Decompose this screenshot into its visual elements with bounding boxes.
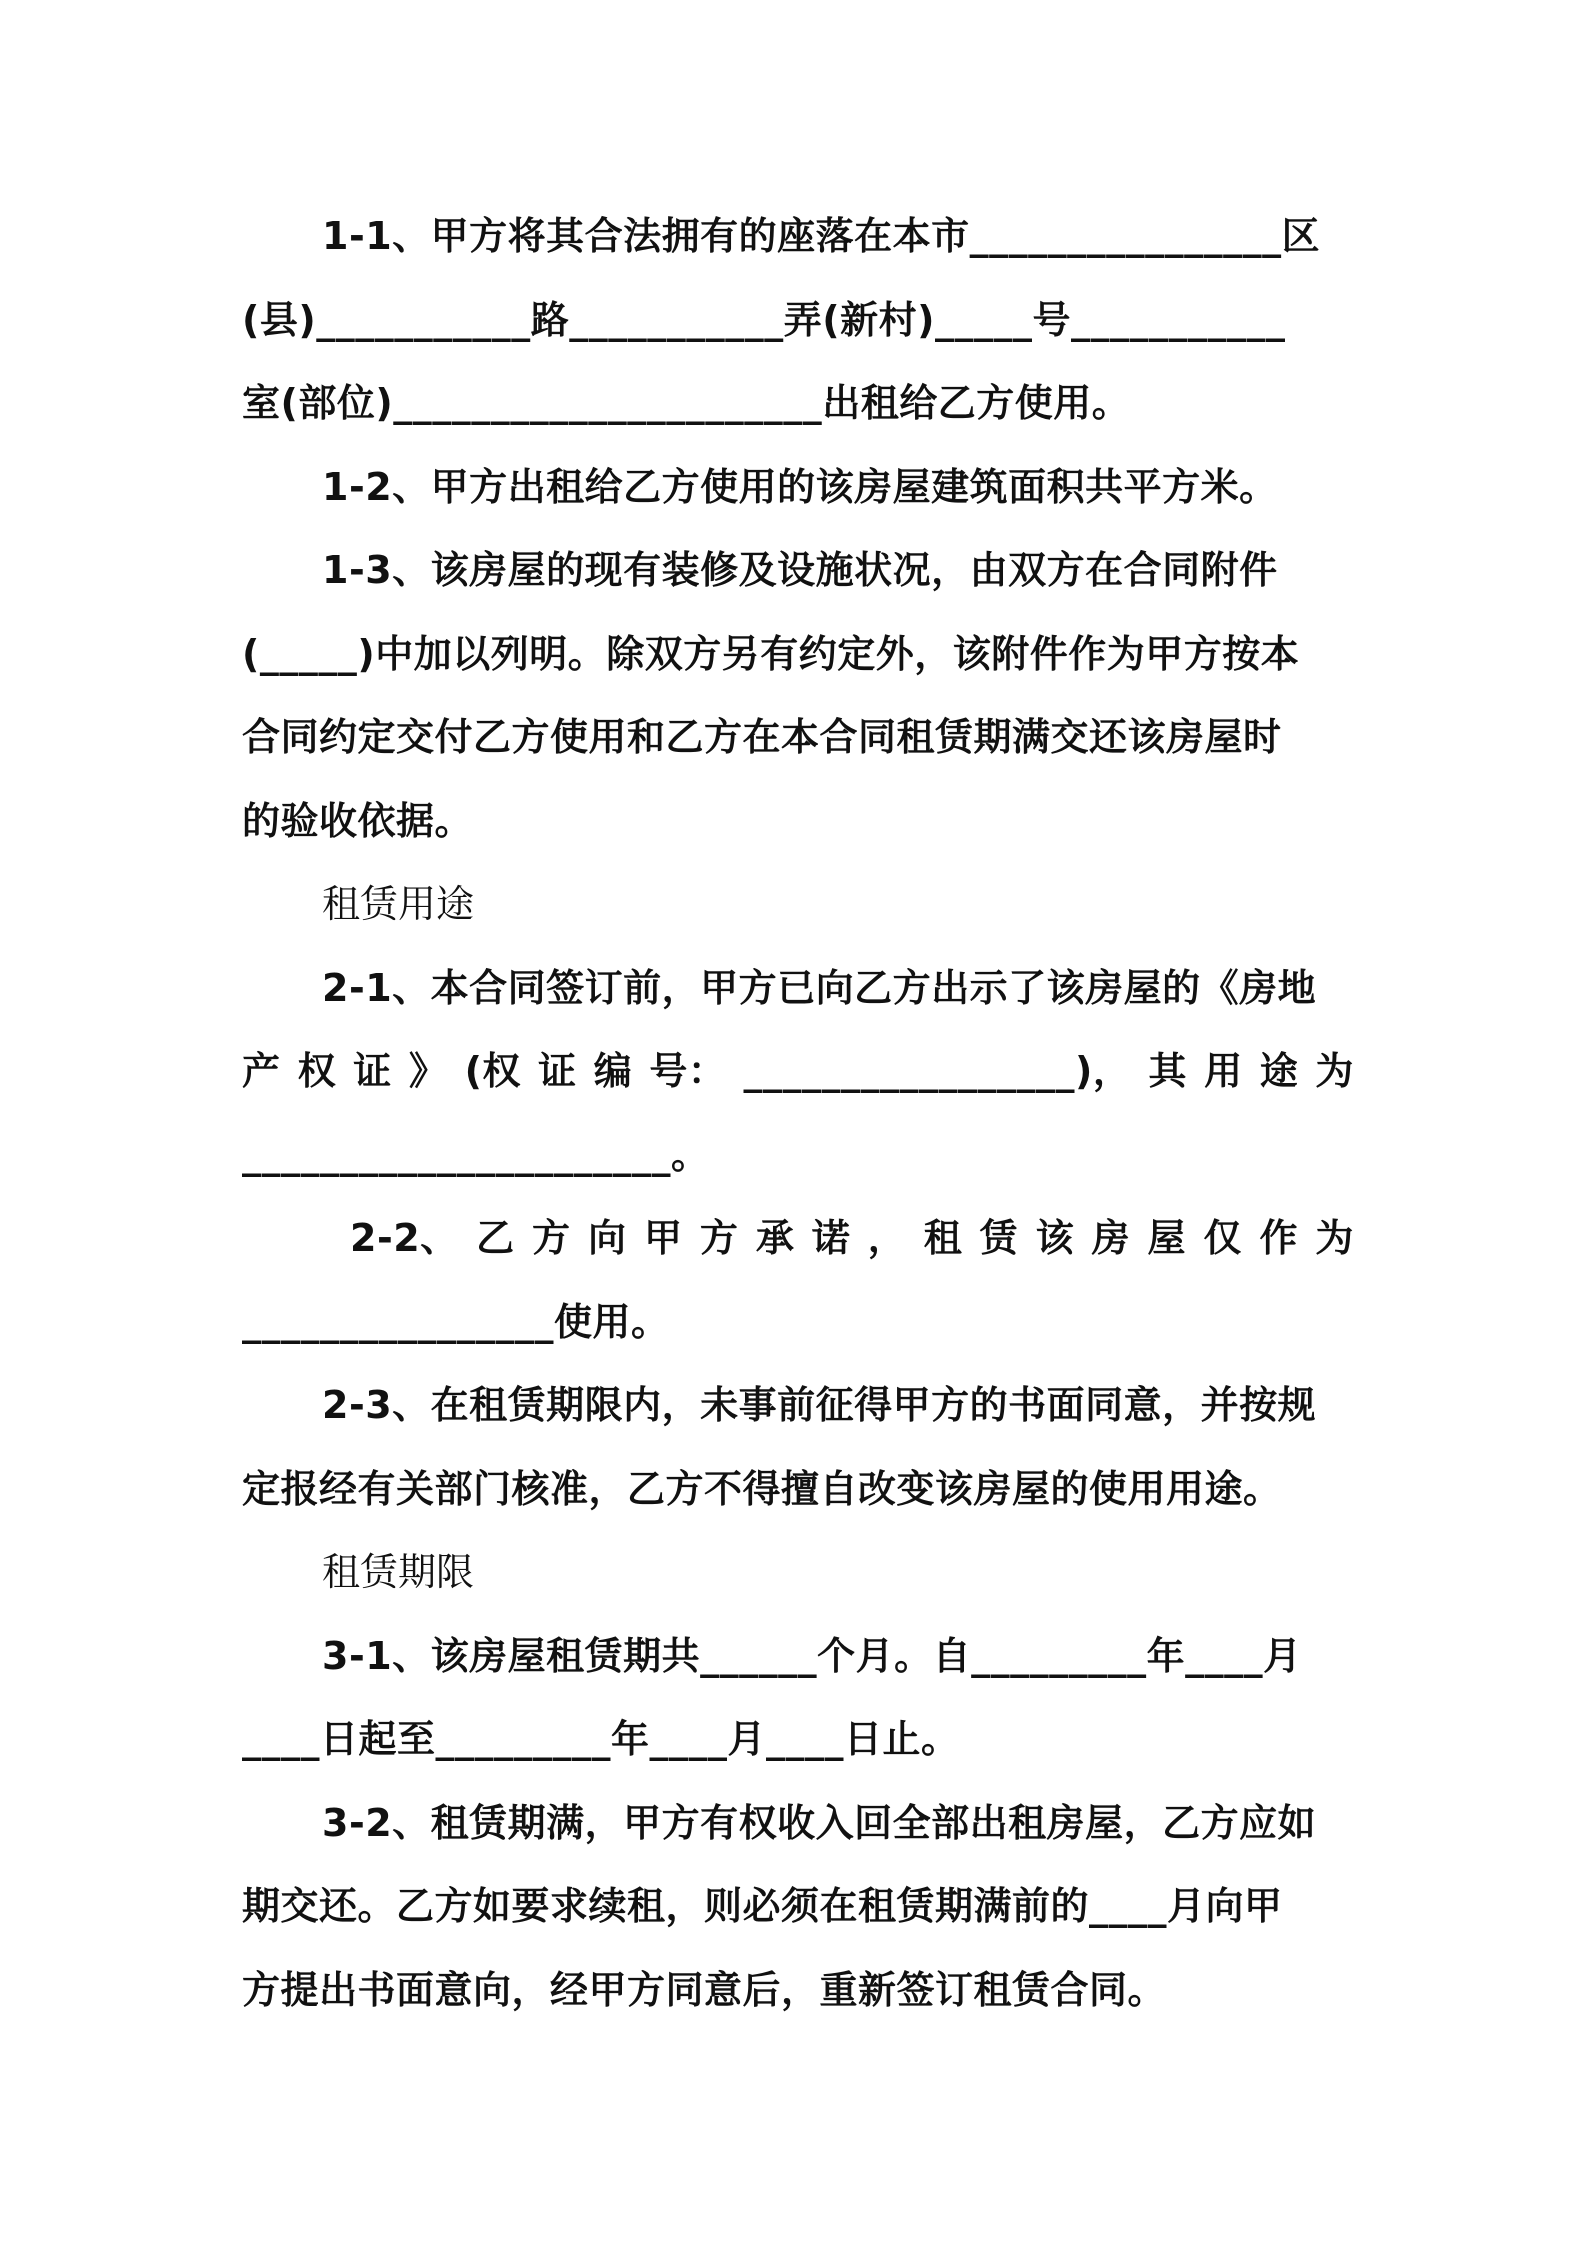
clause-3-2 (242, 1782, 1354, 2033)
clause-1-1-line-1: 1-1、甲方将其合法拥有的座落在本市________________区 (322, 214, 1321, 258)
clause-2-1-line-2-part: 产 (242, 1049, 281, 1093)
clause-2-2-line-1-part: 向 (588, 1216, 627, 1260)
clause-2-2-line-1-part: 仅 (1203, 1216, 1242, 1260)
clause-2-2-line-1-part: 方 (699, 1216, 739, 1260)
clause-2-2-line-1-part: 该 (1035, 1216, 1075, 1260)
clause-2-1-line-3: ______________________。 (242, 1132, 710, 1177)
clause-1-3-line-1: 1-3、该房屋的现有装修及设施状况，由双方在合同附件 (322, 548, 1278, 592)
clause-2-1-line-2-part: 号： (649, 1049, 727, 1093)
clause-2-1-line-2-part: 用 (1204, 1049, 1243, 1093)
clause-2-2 (242, 1197, 1354, 1364)
clause-3-1-line-1: 3-1、该房屋租赁期共______个月。自_________年____月 (322, 1633, 1302, 1678)
clause-2-2-line-1-part: 作 (1259, 1216, 1298, 1260)
clause-2-3-line-1: 2-3、在租赁期限内，未事前征得甲方的书面同意，并按规 (322, 1383, 1317, 1427)
clause-3-1 (242, 1615, 1354, 1782)
clause-2-2-line-1-part: 为 (1315, 1216, 1354, 1260)
clause-2-1 (242, 947, 1354, 1198)
clause-1-3 (242, 529, 1354, 863)
clause-2-2-line-1-part: 甲 (643, 1216, 683, 1260)
clause-2-2-line-1-part: 诺 (811, 1216, 851, 1260)
clause-1-3-line-2: (_____)中加以列明。除双方另有约定外，该附件作为甲方按本 (242, 631, 1300, 676)
clause-2-1-line-2 (242, 1030, 1354, 1114)
clause-2-3 (242, 1364, 1354, 1531)
clause-1-1 (242, 195, 1354, 446)
clause-2-1-line-1: 2-1、本合同签订前，甲方已向乙方出示了该房屋的《房地 (322, 965, 1317, 1010)
clause-2-1-line-2-part: (权 (464, 1049, 521, 1093)
clause-1-1-line-2: (县)___________路___________弄(新村)_____号___________ (242, 297, 1286, 342)
clause-2-2-line-1-part: 房 (1091, 1216, 1131, 1260)
clause-2-2-line-1-part: 租 (923, 1216, 963, 1260)
clause-2-2-line-1-part: 承 (755, 1216, 795, 1260)
clause-2-1-line-2-part: 证 (353, 1049, 392, 1093)
clause-3-2-line-1: 3-2、租赁期满，甲方有权收入回全部出租房屋，乙方应如 (322, 1800, 1317, 1845)
clause-2-2-line-1-part: 屋 (1147, 1216, 1187, 1260)
clause-2-1-line-2-part: 途 (1259, 1049, 1299, 1093)
clause-2-2-line-1 (242, 1197, 1354, 1281)
clause-2-1-line-2-part: 》 (408, 1049, 448, 1093)
clause-2-3-line-2: 定报经有关部门核准，乙方不得擅自改变该房屋的使用用途。 (242, 1466, 1282, 1511)
clause-1-3-line-4: 的验收依据。 (242, 798, 474, 843)
section-heading-usage: 租赁用途 (322, 882, 475, 926)
section-heading-term: 租赁期限 (322, 1550, 475, 1594)
clause-2-2-line-1-part: ， (867, 1216, 907, 1260)
clause-3-2-line-2: 期交还。乙方如要求续租，则必须在租赁期满前的____月向甲 (242, 1884, 1283, 1928)
clause-2-1-line-2-part: 权 (297, 1049, 337, 1093)
clause-2-1-line-2-part: 其 (1148, 1049, 1187, 1093)
clause-2-1-line-2-part: 为 (1315, 1049, 1354, 1093)
clause-1-1-line-3: 室(部位)______________________出租给乙方使用。 (242, 381, 1131, 425)
clause-2-1-line-2-part: 编 (593, 1049, 633, 1093)
clause-2-2-line-1-part: 2-2、 (350, 1216, 459, 1260)
clause-3-2-line-3: 方提出书面意向，经甲方同意后，重新签订租赁合同。 (242, 1967, 1167, 2012)
clause-2-2-line-1-part: 赁 (979, 1216, 1019, 1260)
clause-1-3-line-3: 合同约定交付乙方使用和乙方在本合同租赁期满交还该房屋时 (242, 715, 1282, 759)
clause-2-2-line-2: ________________使用。 (242, 1299, 670, 1344)
clause-3-1-line-2: ____日起至_________年____月____日止。 (242, 1717, 960, 1761)
clause-1-2: 1-2、甲方出租给乙方使用的该房屋建筑面积共平方米。 (322, 464, 1278, 509)
clause-2-1-line-2-part: _________________)， (743, 1049, 1132, 1093)
clause-2-1-line-2-part: 证 (538, 1049, 577, 1093)
clause-2-2-line-1-part: 乙 (476, 1216, 515, 1260)
document-body (242, 195, 1354, 2032)
clause-2-2-line-1-part: 方 (532, 1216, 571, 1260)
